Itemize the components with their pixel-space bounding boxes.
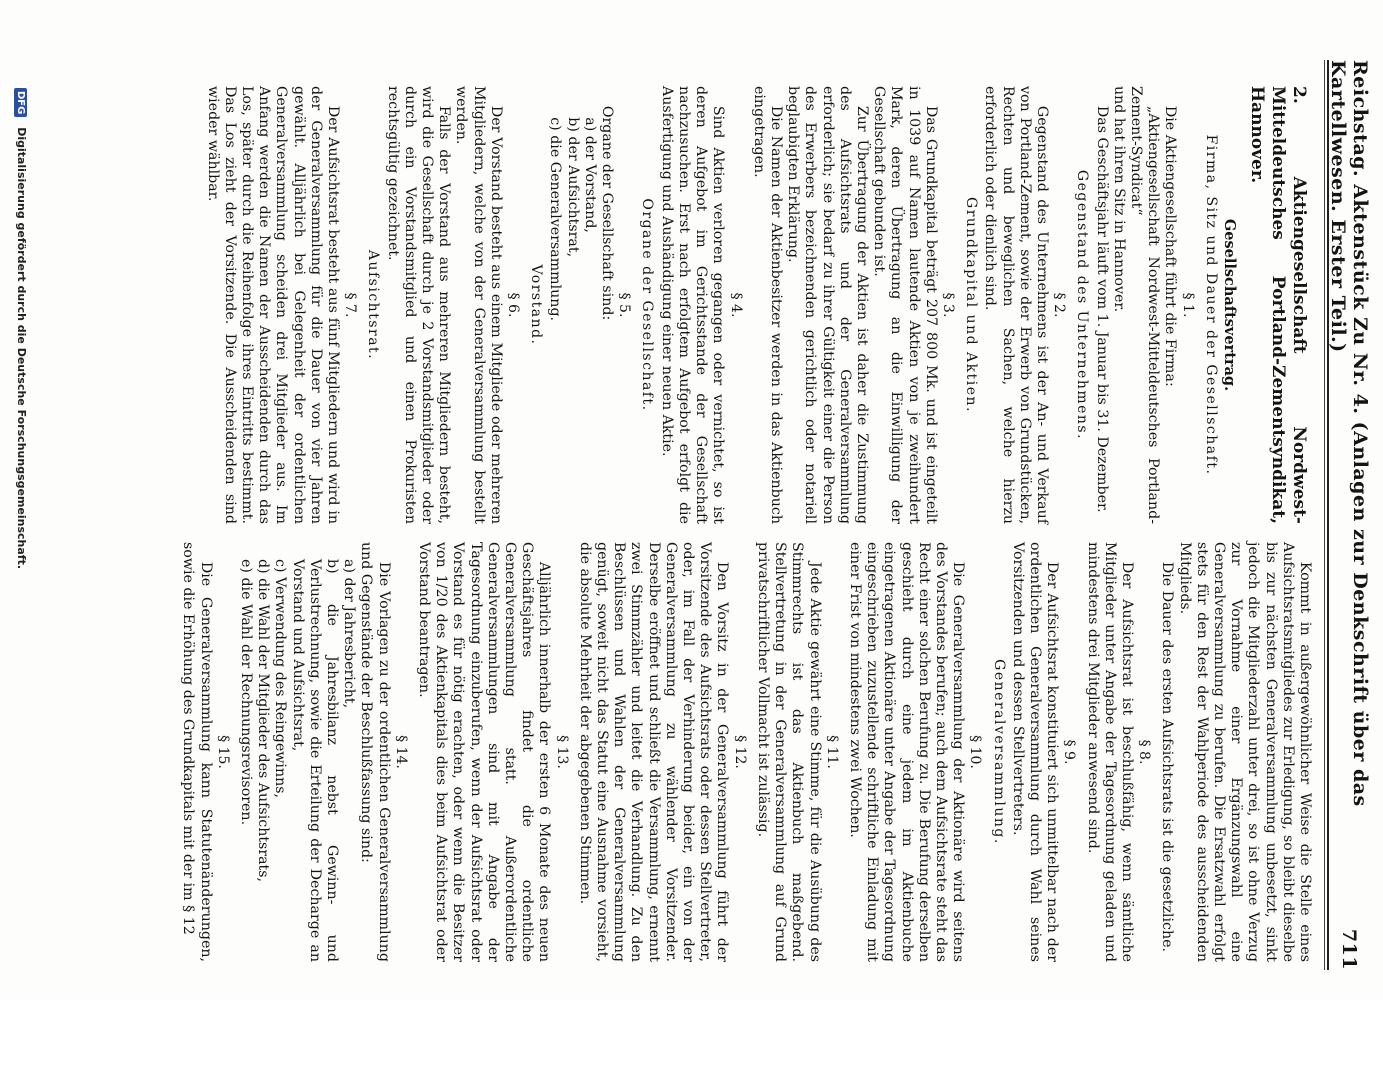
list-item: c) Verwendung des Reingewinns, — [272, 559, 289, 799]
list-item: b) der Aufsichtsrat, — [564, 117, 581, 258]
paragraph-number: § 4. — [727, 292, 744, 318]
paragraph-text: und hat ihren Sitz in Hannover. — [1110, 86, 1127, 313]
section-subtitle: Vorstand. — [528, 264, 545, 346]
credit-text: Digitalisierung gefördert durch die Deutsche Forschungsgemeinschaft. — [15, 127, 28, 570]
paragraph-number: § 10. — [967, 735, 984, 769]
paragraph-text: Das Grundkapital beträgt 207 800 Mk. und ist eingeteilt in 1039 auf Namen lautende Aktien von je zweihundert Mark, deren Übertragung an die Einwilligung der Gesellschaft gebunden ist. — [871, 86, 939, 524]
paragraph-number: § 2. — [1051, 292, 1068, 318]
paragraph-number: § 9. — [1061, 739, 1078, 765]
paragraph-text: Sind Aktien verloren gegangen oder vernichtet, so ist deren Aufgebot im Gerichtsstande der Gesellschaft nachzusuchen. Erst nach erfolgtem Aufgebot erfolgt die Ausfertigung und Aushändigung einer neuen Aktie. — [658, 86, 727, 524]
paragraph-number: § 15. — [214, 735, 231, 769]
section-subtitle: Firma, Sitz und Dauer der Gesellschaft. — [1202, 134, 1219, 476]
paragraph-text: Die Vorlagen zu der ordentlichen Generalversammlung und Gegenstände der Beschlußfassung sind: — [358, 542, 392, 962]
paragraph-number: § 6. — [505, 292, 522, 318]
list-item: d) die Wahl der Mitglieder des Aufsichtsrats, — [255, 559, 272, 883]
paragraph-text: Das Geschäftsjahr läuft vom 1. Januar bis 31. Dezember. — [1093, 105, 1110, 513]
header-title: Reichstag. Aktenstück Zu Nr. 4. (Anlagen zur Denkschrift über das Kartellwesen. Erster Teil.) — [1327, 60, 1371, 807]
right-column — [18, 542, 1313, 962]
paragraph-text: Der Aufsichtsrat besteht aus fünf Mitgliedern und wird in der Generalversammlung für die Dauer von vier Jahren gewählt. Alljährlich bei Gelegenheit der ordentlichen Generalversammlung scheiden drei Mitglieder aus. Im Anfang werden die Namen der Ausscheidenden durch das Los, später durch die Reihenfolge ihres Eintritts bestimmt. Das Los zieht der Vorsitzende. Die Ausscheidenden sind wieder wählbar. — [204, 86, 342, 524]
dfg-logo-icon: DFG — [14, 88, 27, 117]
page-number: 711 — [1338, 928, 1360, 970]
paragraph-text: Jede Aktie gewährt eine Stimme, für die Ausübung des Stimmrechts ist das Aktienbuch maßgebend. Stellvertretung in der Generalversammlung auf Grund privatschriftlicher Vollmacht ist zulässig. — [754, 542, 823, 962]
paragraph-text: Die Dauer des ersten Aufsichtsrats ist die gesetzliche. — [1159, 561, 1176, 953]
paragraph-number: § 13. — [553, 735, 570, 769]
paragraph-number: § 5. — [616, 292, 633, 318]
paragraph-text: „Aktiengesellschaft Nordwest-Mitteldeutsches Portland-Zement-Syndicat“ — [1127, 86, 1162, 524]
list-item: e) die Wahl der Rechnungsrevisoren. — [238, 559, 255, 826]
paragraph-text: Die Aktiengesellschaft führt die Firma: — [1162, 105, 1179, 387]
paragraph-text: Der Aufsichtsrat ist beschlußfähig, wenn sämtliche Mitglieder unter Angabe der Tagesordnung geladen und mindestens drei Mitglieder anwesend sind. — [1084, 542, 1135, 962]
paragraph-number: § 3. — [939, 292, 956, 318]
paragraph-text: Die Generalversammlung der Aktionäre wird seitens des Vorstandes berufen; auch dem Aufsichtsrate steht das Recht einer solchen Berufung zu. Die Berufung derselben geschieht durch eine jedem im Aktienbuche eingetragenen Aktionäre unter Angabe der Tagesordnung eingeschrieben zuzustellende schriftliche Einladung mit einer Frist von mindestens zwei Wochen. — [846, 542, 967, 962]
organ-list — [546, 86, 598, 524]
section-subtitle: Generalversammlung. — [990, 659, 1007, 845]
paragraph-number: § 14. — [392, 735, 409, 769]
list-item: a) der Vorstand, — [581, 117, 598, 233]
header-divider — [1324, 60, 1325, 970]
paragraph-text: Die Generalversammlung kann Statutenänderungen, sowie die Erhöhung des Grundkapitals mit der im § 12 — [180, 542, 214, 962]
running-header — [1327, 60, 1369, 970]
list-item: a) der Jahresbericht, — [341, 559, 358, 709]
digitization-credit — [14, 88, 28, 1068]
paragraph-number: § 8. — [1136, 739, 1153, 765]
paragraph-text: Alljährlich innerhalb der ersten 6 Monate des neuen Geschäftsjahres findet die ordentliche Generalversammlung statt. Außerordentliche Generalversammlungen sind mit Angabe der Tagesordnung einzuberufen, wenn der Aufsichtsrat oder Vorstand es für nötig erachten, oder wenn die Besitzer von 1/20 des Aktienkapitals dies beim Aufsichtsrat oder Vorstand beantragen. — [416, 542, 553, 962]
paragraph-number: § 1. — [1179, 292, 1196, 318]
paragraph-text: Der Vorstand besteht aus einem Mitgliede oder mehreren Mitgliedern, welche von der Generalversammlung bestellt werden. — [453, 86, 504, 524]
paragraph-number: § 12. — [731, 735, 748, 769]
paragraph-number: § 11. — [823, 735, 840, 769]
paragraph-text: Der Aufsichtsrat konstituiert sich unmittelbar nach der ordentlichen Generalversammlung durch Wahl seines Vorsitzenden und dessen Stellvertreters. — [1009, 542, 1061, 962]
agenda-list — [237, 542, 357, 962]
left-column — [18, 86, 1313, 524]
contract-heading: Gesellschaftsvertrag. — [1221, 218, 1238, 392]
paragraph-text: Den Vorsitz in der Generalversammlung führt der Vorsitzende des Aufsichtsrats oder dessen Stellvertreter, oder, im Fall der Verhinderung beider, ein von der Generalversammlung zu wählender Vorsitzender. Derselbe eröffnet und schließt die Versammlung, ernennt zwei Stimmzähler und leitet die Verhandlung. Zu den Beschlüssen und Wahlen der Generalversammlung genügt, soweit nicht das Statut eine Ausnahme vorsieht, die absolute Mehrheit der abgegebenen Stimmen. — [576, 542, 731, 962]
paragraph-text: Die Namen der Aktienbesitzer werden in das Aktienbuch eingetragen. — [750, 86, 784, 524]
paragraph-text: Zur Übertragung der Aktien ist daher die Zustimmung des Aufsichtsrats und der Generalversammlung erforderlich; sie bedarf zu ihrer Gültigkeit einer die Person des Erwerbers bezeichnenden gerichtlich oder notariell beglaubigten Erklärung. — [785, 86, 870, 524]
paragraph-number: § 7. — [342, 292, 359, 318]
section-subtitle: Gegenstand des Unternehmens. — [1074, 169, 1091, 441]
section-subtitle: Grundkapital und Aktien. — [963, 197, 980, 413]
section-subtitle: Aufsichtsrat. — [365, 249, 382, 361]
paragraph-text: Kommt in außergewöhnlicher Weise die Stelle eines Aufsichtsratsmitgliedes zur Erledigung, so bleibt dieselbe bis zur nächsten Generalversammlung unbesetzt, sinkt jedoch die Mitgliederzahl unter drei, so ist ohne Verzug zur Vornahme einer Ergänzungswahl eine Generalversammlung zu berufen. Die Ersatzwahl erfolgt stets für den Rest der Wahlperiode des ausscheidenden Mitglieds. — [1176, 542, 1313, 962]
document-title: 2. Aktiengesellschaft Nordwest-Mitteldeutsches Portland-Zementsyndikat, Hannover. — [1247, 86, 1309, 524]
section-subtitle: Organe der Gesellschaft. — [639, 198, 656, 412]
paragraph-text: Gegenstand des Unternehmens ist der An- und Verkauf von Portland-Zement, sowie der Erwerb von Grundstücken, Rechten und beweglichen Sachen, welche hierzu erforderlich oder dienlich sind. — [982, 86, 1050, 524]
paragraph-text: Falls der Vorstand aus mehreren Mitgliedern besteht, wird die Gesellschaft durch je 2 Vorstandsmitglieder oder durch ein Vorstandsmitglied und einen Prokuristen rechtsgültig gezeichnet. — [384, 86, 453, 524]
list-item: b) die Jahresbilanz nebst Gewinn- und Verlustrechnung, sowie die Erteilung der Decharge an Vorstand und Aufsichtsrat, — [289, 559, 341, 962]
list-item: c) die Generalversammlung. — [547, 117, 564, 322]
paragraph-text: Organe der Gesellschaft sind: — [599, 105, 616, 321]
